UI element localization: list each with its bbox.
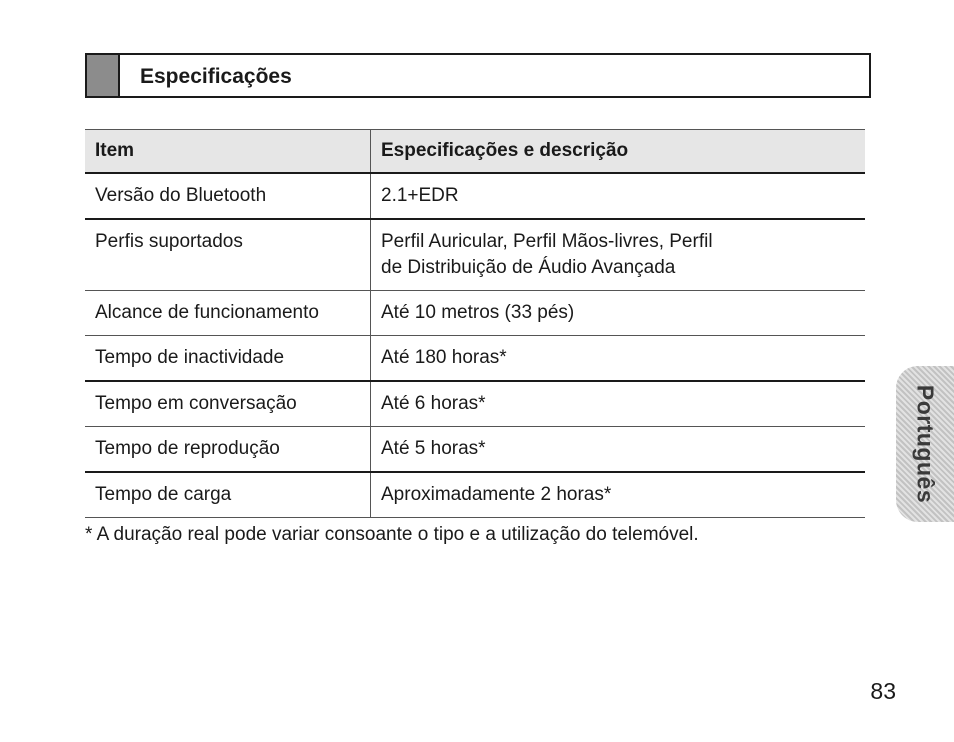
row-item: Perfis suportados <box>85 219 371 291</box>
page-number: 83 <box>870 678 896 704</box>
row-item: Tempo de inactividade <box>85 336 371 382</box>
language-tab <box>896 366 954 522</box>
section-title: Especificações <box>140 65 292 88</box>
header-description: Especificações e descrição <box>371 130 866 174</box>
row-value: Perfil Auricular, Perfil Mãos-livres, Perfil de Distribuição de Áudio Avançada <box>381 231 713 278</box>
specifications-table <box>85 129 865 518</box>
table-row <box>85 291 865 336</box>
row-item: Alcance de funcionamento <box>85 291 371 336</box>
table-header-row <box>85 130 865 174</box>
table-row <box>85 472 865 518</box>
row-value: Até 180 horas* <box>381 347 507 368</box>
row-item: Tempo em conversação <box>85 381 371 427</box>
row-value: 2.1+EDR <box>381 185 459 206</box>
row-item: Tempo de reprodução <box>85 427 371 473</box>
section-marker <box>87 55 120 96</box>
row-item: Versão do Bluetooth <box>85 173 371 219</box>
table-row <box>85 427 865 473</box>
row-value: Aproximadamente 2 horas* <box>381 484 612 505</box>
row-value: Até 5 horas* <box>381 438 486 459</box>
row-item: Tempo de carga <box>85 472 371 518</box>
table-row <box>85 381 865 427</box>
section-header <box>85 53 871 98</box>
language-tab-label: Português <box>912 384 939 504</box>
table-row <box>85 173 865 219</box>
footnote: * A duração real pode variar consoante o tipo e a utilização do telemóvel. <box>85 524 699 545</box>
row-value: Até 10 metros (33 pés) <box>381 302 575 323</box>
row-value: Até 6 horas* <box>381 393 486 414</box>
table-row <box>85 219 865 291</box>
header-item: Item <box>85 130 371 174</box>
table-row <box>85 336 865 382</box>
